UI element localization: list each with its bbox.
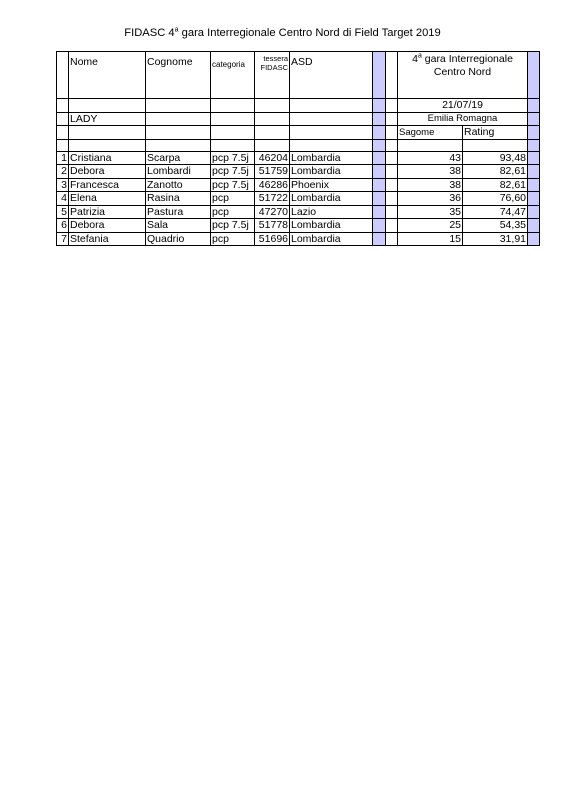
category-row [57, 112, 540, 126]
separator-cell [528, 52, 540, 99]
header-asd: ASD [290, 52, 373, 99]
tessera-cell: 51759 [255, 165, 290, 179]
category-label: LADY [69, 112, 146, 126]
separator-cell [373, 219, 386, 233]
rating-cell: 54,35 [463, 219, 528, 233]
separator-cell [373, 165, 386, 179]
rating-cell: 76,60 [463, 192, 528, 206]
category-cell: pcp 7.5j [211, 165, 255, 179]
separator-cell [528, 192, 540, 206]
position-cell: 3 [57, 178, 69, 192]
position-cell: 6 [57, 219, 69, 233]
tessera-cell: 47270 [255, 205, 290, 219]
rating-cell: 93,48 [463, 151, 528, 165]
blank-cell [386, 219, 398, 233]
results-body [57, 151, 540, 246]
spacer-row [57, 139, 540, 151]
asd-cell: Lombardia [290, 151, 373, 165]
separator-cell [528, 232, 540, 246]
name-cell: Francesca [69, 178, 146, 192]
separator-cell [373, 52, 386, 99]
separator-cell [528, 165, 540, 179]
rating-cell: 31,91 [463, 232, 528, 246]
asd-cell: Lombardia [290, 165, 373, 179]
surname-cell: Quadrio [146, 232, 211, 246]
table-row [57, 205, 540, 219]
table-row [57, 232, 540, 246]
position-cell: 7 [57, 232, 69, 246]
name-cell: Elena [69, 192, 146, 206]
date-row [57, 99, 540, 113]
sagome-cell: 43 [398, 151, 463, 165]
blank-cell [386, 52, 398, 99]
asd-cell: Phoenix [290, 178, 373, 192]
category-cell: pcp 7.5j [211, 219, 255, 233]
surname-cell: Scarpa [146, 151, 211, 165]
separator-cell [528, 178, 540, 192]
tessera-cell: 46204 [255, 151, 290, 165]
rating-cell: 82,61 [463, 165, 528, 179]
header-rating: Rating [463, 126, 528, 140]
asd-cell: Lazio [290, 205, 373, 219]
category-cell: pcp [211, 192, 255, 206]
event-date: 21/07/19 [398, 99, 528, 113]
separator-cell [373, 205, 386, 219]
position-cell: 4 [57, 192, 69, 206]
event-header: 4$^a$ gara Interregionale Centro Nord [398, 52, 528, 99]
page-title: FIDASC 4$^a$ gara Interregionale Centro Nord di Field Target 2019 [124, 26, 441, 39]
event-region: Emilia Romagna [398, 112, 528, 126]
superscript-a: a [174, 26, 179, 34]
blank-cell [386, 151, 398, 165]
header-nome: Nome [69, 52, 146, 99]
subheader-row [57, 126, 540, 140]
sagome-cell: 38 [398, 165, 463, 179]
name-cell: Debora [69, 219, 146, 233]
table-row [57, 192, 540, 206]
tessera-cell: 51696 [255, 232, 290, 246]
blank-cell [386, 205, 398, 219]
asd-cell: Lombardia [290, 192, 373, 206]
surname-cell: Zanotto [146, 178, 211, 192]
name-cell: Patrizia [69, 205, 146, 219]
category-cell: pcp [211, 232, 255, 246]
rating-cell: 82,61 [463, 178, 528, 192]
category-cell: pcp 7.5j [211, 178, 255, 192]
sagome-cell: 36 [398, 192, 463, 206]
sagome-cell: 38 [398, 178, 463, 192]
surname-cell: Sala [146, 219, 211, 233]
position-cell: 5 [57, 205, 69, 219]
position-cell: 1 [57, 151, 69, 165]
asd-cell: Lombardia [290, 232, 373, 246]
rating-cell: 74,47 [463, 205, 528, 219]
table-row [57, 178, 540, 192]
sagome-cell: 15 [398, 232, 463, 246]
results-table [56, 51, 540, 246]
category-cell: pcp [211, 205, 255, 219]
header-row [57, 52, 540, 99]
table-row [57, 151, 540, 165]
tessera-cell: 51778 [255, 219, 290, 233]
separator-cell [373, 232, 386, 246]
blank-cell [386, 165, 398, 179]
tessera-cell: 46286 [255, 178, 290, 192]
surname-cell: Rasina [146, 192, 211, 206]
blank-cell [386, 192, 398, 206]
pos-header [57, 52, 69, 99]
table-row [57, 165, 540, 179]
separator-cell [373, 178, 386, 192]
separator-cell [373, 192, 386, 206]
sagome-cell: 35 [398, 205, 463, 219]
separator-cell [373, 151, 386, 165]
separator-cell [528, 219, 540, 233]
name-cell: Stefania [69, 232, 146, 246]
separator-cell [528, 205, 540, 219]
header-categoria: categoria [211, 52, 255, 99]
separator-cell [528, 151, 540, 165]
surname-cell: Lombardi [146, 165, 211, 179]
name-cell: Debora [69, 165, 146, 179]
category-cell: pcp 7.5j [211, 151, 255, 165]
tessera-cell: 51722 [255, 192, 290, 206]
position-cell: 2 [57, 165, 69, 179]
blank-cell [386, 178, 398, 192]
name-cell: Cristiana [69, 151, 146, 165]
sagome-cell: 25 [398, 219, 463, 233]
header-tessera: tessera FIDASC [255, 52, 290, 99]
table-row [57, 219, 540, 233]
header-cognome: Cognome [146, 52, 211, 99]
asd-cell: Lombardia [290, 219, 373, 233]
header-sagome: Sagome [398, 126, 463, 140]
blank-cell [386, 232, 398, 246]
surname-cell: Pastura [146, 205, 211, 219]
